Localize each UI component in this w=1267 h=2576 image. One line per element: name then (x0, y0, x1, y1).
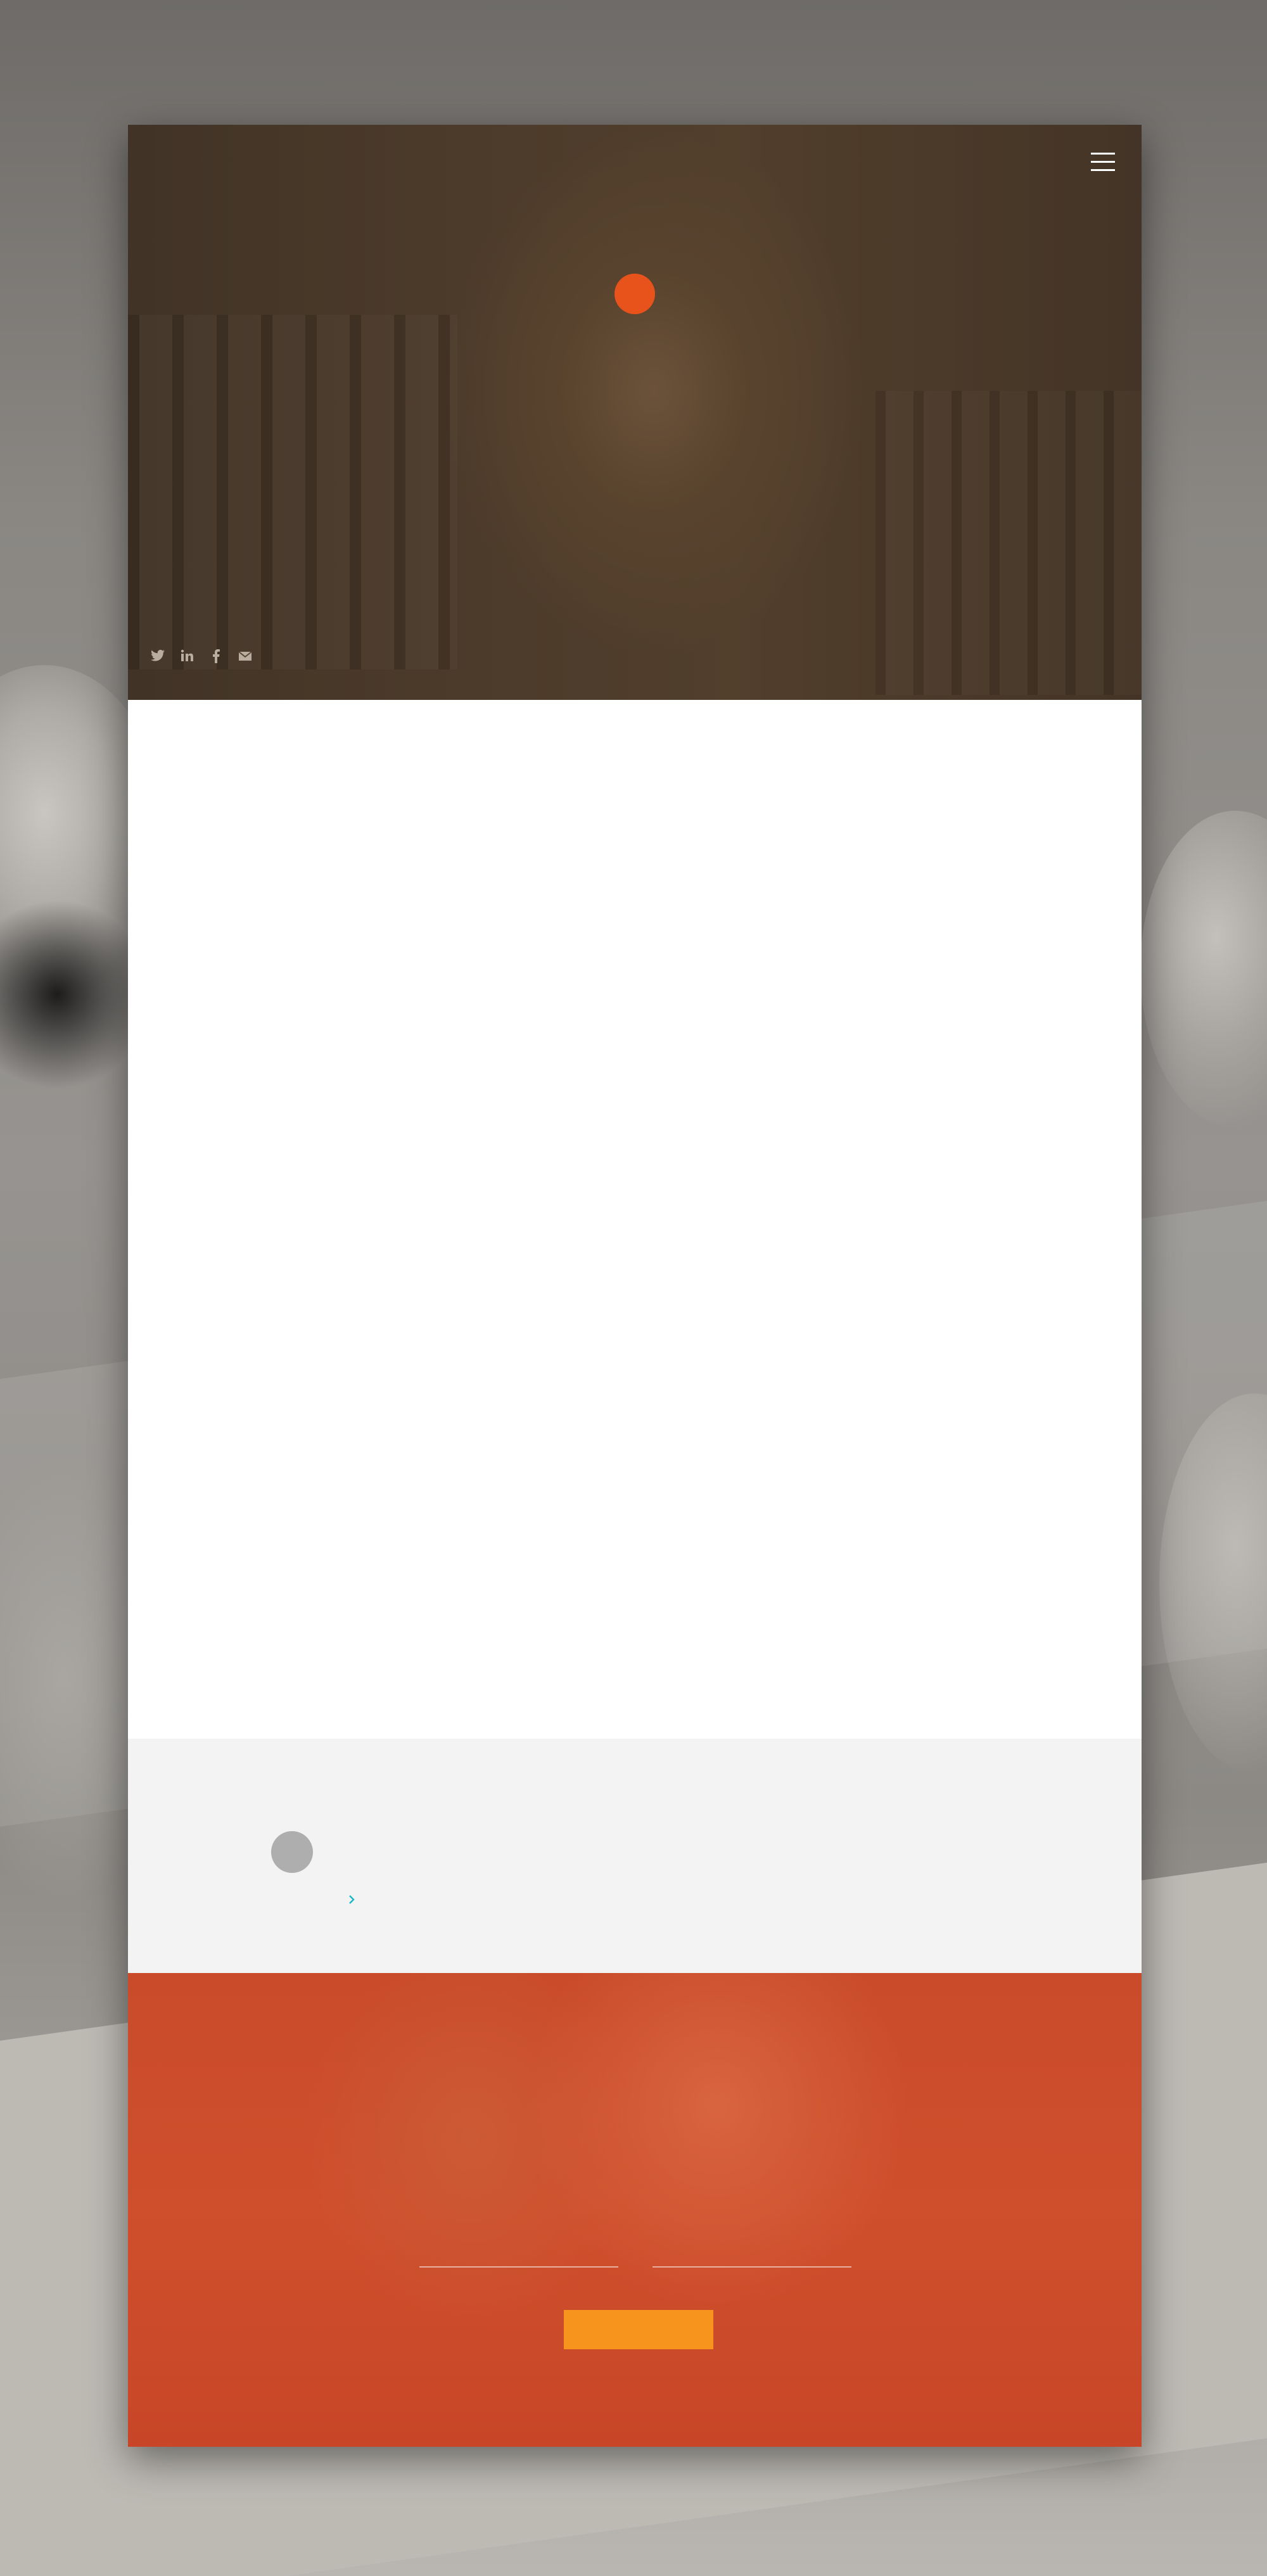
learn-more-link[interactable] (345, 1894, 355, 1907)
line-chart (266, 906, 508, 1127)
linkedin-icon[interactable] (179, 649, 195, 667)
article-section (128, 700, 1142, 1739)
email-field (653, 2239, 851, 2268)
step-badge (271, 1831, 313, 1873)
step-badge (614, 274, 655, 314)
line-chart-svg (266, 906, 508, 1127)
menu-icon[interactable] (1091, 153, 1115, 173)
up-next-section (128, 1739, 1142, 1973)
call-to-action-button[interactable] (564, 2310, 713, 2349)
twitter-icon[interactable] (150, 649, 166, 667)
name-input[interactable] (419, 2239, 621, 2255)
chevron-right-icon (348, 1895, 355, 1904)
cta-section (128, 1973, 1142, 2447)
brand-logo[interactable] (150, 153, 153, 176)
name-field (419, 2239, 618, 2268)
social-links (150, 649, 253, 667)
hero-section (128, 125, 1142, 700)
facebook-icon[interactable] (208, 649, 224, 667)
hero-overlay (128, 125, 1142, 700)
email-input[interactable] (653, 2239, 854, 2255)
page-card (128, 125, 1142, 2447)
article-paragraph (345, 761, 934, 763)
backdrop-photo (1140, 811, 1267, 1127)
mail-icon[interactable] (237, 649, 253, 667)
